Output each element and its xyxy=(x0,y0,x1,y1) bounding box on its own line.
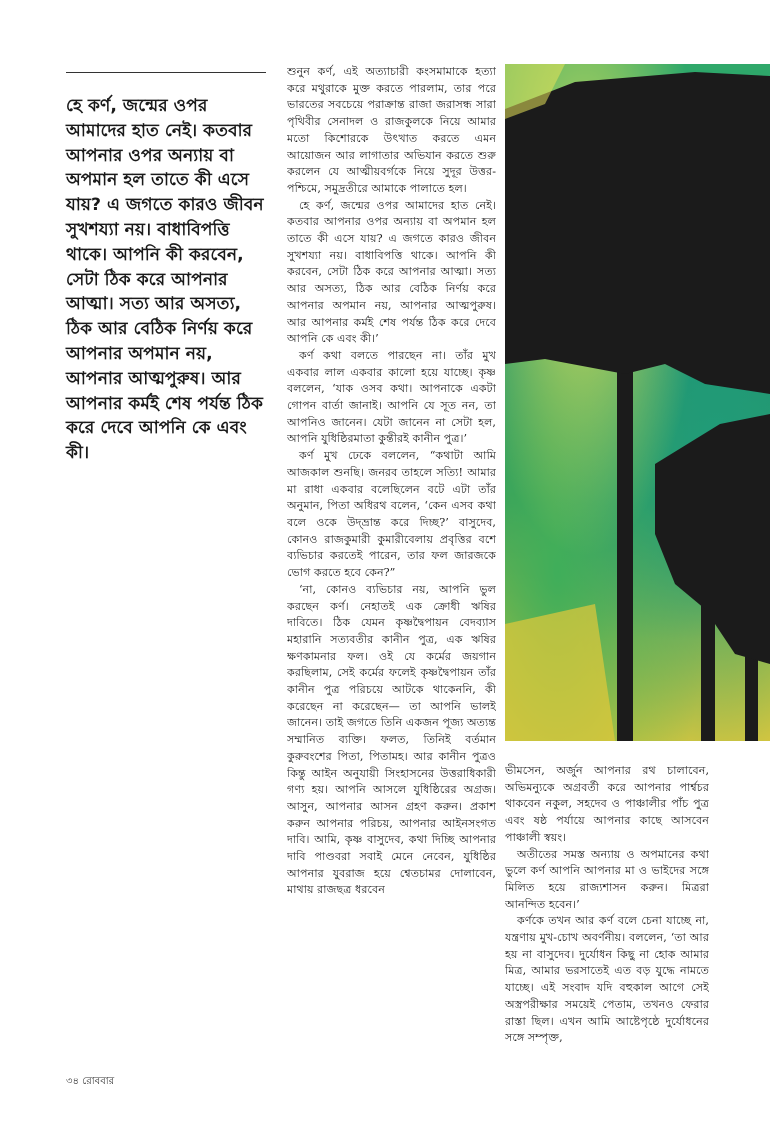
paragraph: কর্ণকে তখন আর কর্ণ বলে চেনা যাচ্ছে না, যন্ত্রণায় মুখ-চোখ অবর্ণনীয়। বললেন, ‘তা আর হয় না বাসুদেব। দুর্যোধন কিছু না হোক আমার মিত্র, আমার ভরসাতেই এত বড় যুদ্ধে নামতে যাচ্ছে। এই সংবাদ যদি বহুকাল আগে সেই অস্ত্রপরীক্ষার সময়েই পেতাম, তখনও ফেরার রাস্তা ছিল। এখন আমি আষ্টেপৃষ্ঠে দুর্যোধনের সঙ্গে সম্পৃক্ত, xyxy=(505,914,709,1045)
artwork-stem xyxy=(617,364,633,741)
paragraph: কর্ণ কথা বলতে পারছেন না। তাঁর মুখ একবার লাল একবার কালো হয়ে যাচ্ছে। কৃষ্ণ বললেন, ‘যাক ওসব কথা। আপনাকে একটা গোপন বার্তা জানাই। আপনি যে সূত নন, তা আপনিও জানেন। যেটা জানেন না সেটা হল, আপনি যুধিষ্ঠিরমাতা কুন্তীরই কানীন পুত্র।’ xyxy=(287,348,496,446)
page-footer: ৩৪ রোববার xyxy=(66,1076,115,1087)
paragraph: শুনুন কর্ণ, এই অত্যাচারী কংসমামাকে হত্যা করে মথুরাকে মুক্ত করতে পারলাম, তার পরে ভারতের সবচেয়ে পরাক্রান্ত রাজা জরাসন্ধ সারা পৃথিবীর সেনাদল ও রাজকুলকে নিয়ে আমার মতো কিশোরকে উৎখাত করতে এমন আয়োজন আর লাগাতার অভিযান করতে শুরু করলেন যে আত্মীয়বর্গকে নিয়ে সুদূর উত্তর-পশ্চিমে, সমুদ্রতীরে আমাকে পালাতে হল। xyxy=(287,65,496,195)
paragraph: অতীতের সমস্ত অন্যায় ও অপমানের কথা ভুলে কর্ণ আপনি আপনার মা ও ভাইদের সঙ্গে মিলিত হয়ে রাজ্যশাসন করুন। মিত্ররা আনন্দিত হবেন।’ xyxy=(505,847,709,911)
pull-quote: হে কর্ণ, জন্মের ওপর আমাদের হাত নেই। কতবার আপনার ওপর অন্যায় বা অপমান হল তাতে কী এসে যায়? এ জগতে কারও জীবন সুখশয্যা নয়। বাধাবিপত্তি থাকে। আপনি কী করবেন, সেটা ঠিক করে আপনার আত্মা। সত্য আর অসত্য, ঠিক আর বেঠিক নির্ণয় করে আপনার অপমান নয়, আপনার আত্মপুরুষ। আর আপনার কর্মই শেষ পর্যন্ত ঠিক করে দেবে আপনি কে এবং কী। xyxy=(66,96,264,464)
artwork-canopy xyxy=(505,72,770,394)
paragraph: কর্ণ মুখ ঢেকে বললেন, “কথাটা আমি আজকাল শুনছি। জনরব তাহলে সত্যি! আমার মা রাধা একবার বলেছিলেন বটে এটা তাঁর অনুমান, পিতা অধিরথ বলেন, ‘কেন এসব কথা বলে ওকে উদ্‌ভ্রান্ত করে দিচ্ছ?’ বাসুদেব, কোনও রাজকুমারী কুমারীবেলায় প্রবৃত্তির বশে ব্যভিচার করতেই পারেন, তার ফল জারজকে ভোগ করতে হবে কেন?” xyxy=(287,449,496,580)
article-column-middle xyxy=(287,64,496,1074)
paragraph: হে কর্ণ, জন্মের ওপর আমাদের হাত নেই। কতবার আপনার ওপর অন্যায় বা অপমান হল তাতে কী এসে যায়? এ জগতে কারও জীবন সুখশয্যা নয়। বাধাবিপত্তি থাকে। আপনি কী করবেন, সেটা ঠিক করে আপনার আত্মা। সত্য আর অসত্য, ঠিক আর বেঠিক নির্ণয় করে আপনার অপমান নয়, আপনার আত্মপুরুষ। আর আপনার কর্মই শেষ পর্যন্ত ঠিক করে দেবে আপনি কে এবং কী।’ xyxy=(287,198,496,346)
paragraph: ‘না, কোনও ব্যভিচার নয়, আপনি ভুল করছেন কর্ণ। নেহাতই এক ক্রোধী ঋষির দাবিতে। ঠিক যেমন কৃষ্ণদ্বৈপায়ন বেদব্যাস মহারানি সত্যবতীর কানীন পুত্র, এক ঋষির ক্ষণকামনার ফল। ওই যে কর্মের জয়গান করছিলাম, সেই কর্মের ফলেই কৃষ্ণদ্বৈপায়ন তাঁর কানীন পুত্র পরিচয়ে আটকে থাকেননি, কী করেছেন না করেছেন— তা আপনি ভালই জানেন। তাই জগতে তিনি একজন পূজ্য অত্যন্ত সম্মানিত ব্যক্তি। ফলত, তিনিই বর্তমান কুরুবংশের পিতা, পিতামহ। আর কানীন পুত্রও কিন্তু আইন অনুযায়ী সিংহাসনের উত্তরাধিকারী গণ্য হয়। আপনি আসলে যুধিষ্ঠিরের অগ্রজ। আসুন, আপনার আসন গ্রহণ করুন। প্রকাশ করুন আপনার পরিচয়, আপনার আইনসংগত দাবি। আমি, কৃষ্ণ বাসুদেব, কথা দিচ্ছি আপনার দাবি পাণ্ডবরা সবাই মেনে নেবেন, যুধিষ্ঠির আপনার যুবরাজ হয়ে শ্বেতচামর দোলাবেন, মাথায় রাজছত্র ধরবেন xyxy=(287,582,496,897)
artwork-accent xyxy=(505,604,615,741)
article-column-right xyxy=(505,763,709,1097)
artwork-shapes xyxy=(505,64,770,741)
illustration-artwork xyxy=(505,64,770,741)
paragraph: ভীমসেন, অর্জুন আপনার রথ চালাবেন, অভিমন্যুকে অগ্রবর্তী করে আপনার পার্শ্বচর থাকবেন নকুল, সহদেব ও পাঞ্চালীর পাঁচ পুত্র এবং ষষ্ঠ পর্যায়ে আপনার কাছে আসবেন পাঞ্চালী স্বয়ং। xyxy=(505,764,709,844)
pull-quote-rule xyxy=(66,72,266,73)
